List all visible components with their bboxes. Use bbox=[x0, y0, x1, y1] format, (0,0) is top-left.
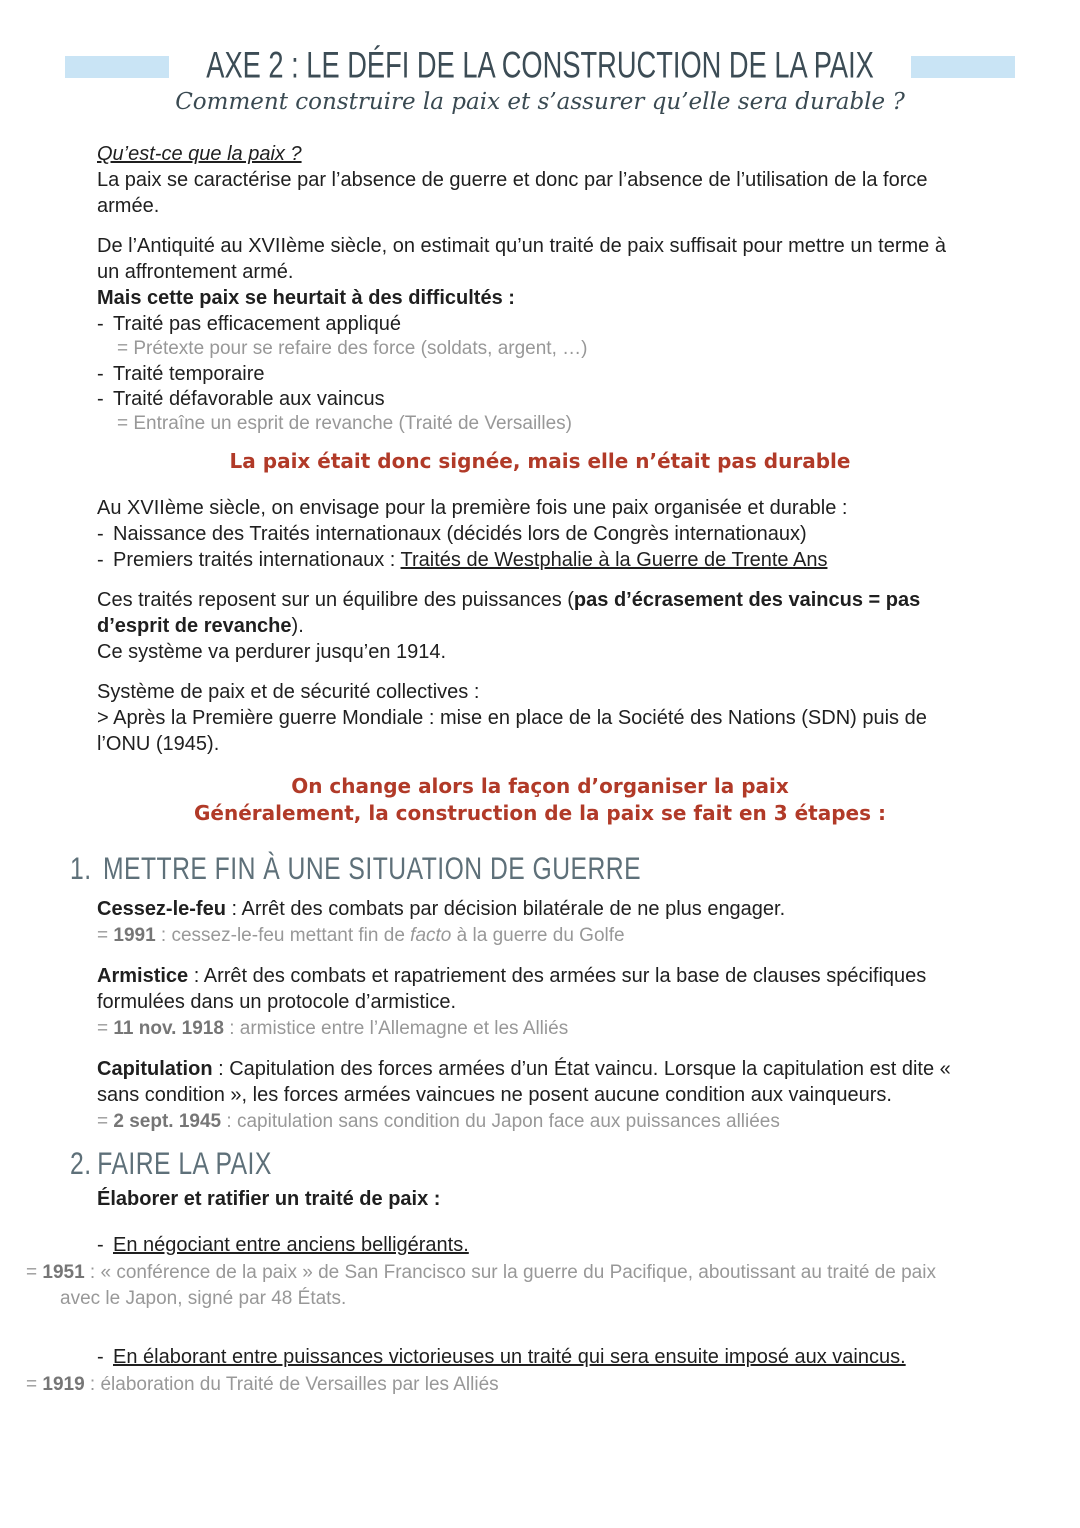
section-number: 1. bbox=[70, 849, 92, 887]
definition-line: Cessez-le-feu : Arrêt des combats par décision bilatérale de ne plus engager. bbox=[97, 898, 786, 920]
page-subtitle: Comment construire la paix et s’assurer qu’elle sera durable ? bbox=[175, 89, 905, 115]
paragraph: Au XVIIème siècle, on envisage pour la première fois une paix organisée et durable : bbox=[97, 497, 848, 519]
underlined-text: Traités de Westphalie à la Guerre de Trente Ans bbox=[400, 549, 828, 571]
page-title: AXE 2 : LE DÉFI DE LA CONSTRUCTION DE LA PAIX bbox=[206, 45, 874, 87]
paragraph: > Après la Première guerre Mondiale : mise en place de la Société des Nations (SDN) puis de l’ONU (1945). bbox=[97, 707, 927, 755]
section-title: METTRE FIN À UNE SITUATION DE GUERRE bbox=[102, 849, 642, 887]
paragraph: Système de paix et de sécurité collectives : bbox=[97, 681, 480, 703]
document-body bbox=[0, 141, 1080, 1398]
bullet-dash: - bbox=[97, 313, 104, 335]
bullet-dash: - bbox=[97, 549, 104, 571]
definition-cessez-le-feu bbox=[97, 896, 968, 948]
red-annotation-line: On change alors la façon d’organiser la paix bbox=[291, 774, 789, 798]
bullet-dash: - bbox=[97, 388, 104, 410]
example-line: = 11 nov. 1918 : armistice entre l’Allemagne et les Alliés bbox=[97, 1018, 569, 1039]
treaty-intro-heading: Élaborer et ratifier un traité de paix : bbox=[97, 1188, 441, 1210]
definition-armistice bbox=[97, 963, 968, 1041]
red-annotation bbox=[0, 773, 1080, 827]
intro-definition-paragraph bbox=[97, 141, 968, 219]
list-item-note: = Prétexte pour se refaire des force (soldats, argent, …) bbox=[117, 338, 588, 359]
example-line: = 1991 : cessez-le-feu mettant fin de facto à la guerre du Golfe bbox=[97, 925, 625, 946]
list-item bbox=[97, 362, 968, 386]
list-item bbox=[97, 1232, 968, 1258]
list-item-text: Traité pas efficacement appliqué bbox=[113, 313, 401, 335]
question-heading: Qu’est-ce que la paix ? bbox=[97, 143, 302, 165]
example-line: = 1919 : élaboration du Traité de Versailles par les Alliés bbox=[26, 1374, 499, 1395]
underlined-list-item-text: En élaborant entre puissances victorieuses un traité qui sera ensuite imposé aux vaincus. bbox=[113, 1346, 906, 1368]
bullet-dash: - bbox=[97, 363, 104, 385]
list-item bbox=[97, 521, 968, 547]
history-paragraph bbox=[97, 233, 968, 436]
difficulties-heading: Mais cette paix se heurtait à des difficultés : bbox=[97, 287, 515, 309]
paragraph: Ce système va perdurer jusqu’en 1914. bbox=[97, 641, 447, 663]
example-date: 11 nov. 1918 bbox=[113, 1018, 224, 1039]
list-item-text: Traité défavorable aux vaincus bbox=[113, 388, 385, 410]
example-date: 1991 bbox=[113, 925, 156, 946]
paragraph: La paix se caractérise par l’absence de guerre et donc par l’absence de l’utilisation de la force armée. bbox=[97, 169, 928, 217]
highlight-bar-left bbox=[65, 56, 169, 78]
italic-text: facto bbox=[410, 925, 452, 946]
example-date: 1951 bbox=[42, 1262, 85, 1283]
underlined-list-item-text: En négociant entre anciens belligérants. bbox=[113, 1234, 469, 1256]
example-date: 2 sept. 1945 bbox=[113, 1111, 222, 1132]
red-annotation: La paix était donc signée, mais elle n’était pas durable bbox=[229, 449, 851, 473]
list-item bbox=[97, 547, 968, 573]
treaty-balance-paragraph bbox=[97, 587, 968, 665]
list-item bbox=[97, 387, 968, 411]
section-number: 2. bbox=[70, 1144, 92, 1182]
section-heading-2 bbox=[70, 1144, 1030, 1182]
header bbox=[65, 45, 1015, 87]
bullet-dash: - bbox=[97, 523, 104, 545]
list-item-text: Traité temporaire bbox=[113, 363, 265, 385]
definition-line: Capitulation : Capitulation des forces armées d’un État vaincu. Lorsque la capitulation est dite « sans condition », les forces armées vaincues ne posent aucune condition aux vainqueurs. bbox=[97, 1058, 951, 1106]
definition-line: Armistice : Arrêt des combats et rapatriement des armées sur la base de clauses spécifiques formulées dans un protocole d’armistice. bbox=[97, 965, 927, 1013]
organized-peace-paragraph bbox=[97, 495, 968, 573]
list-item-text: Premiers traités internationaux : Traités de Westphalie à la Guerre de Trente Ans bbox=[113, 549, 828, 571]
bold-text: pas d’écrasement des vaincus = pas d’esprit de revanche bbox=[97, 589, 921, 637]
section-heading-1 bbox=[70, 849, 1030, 887]
list-item bbox=[97, 1344, 968, 1370]
example-date: 1919 bbox=[42, 1374, 85, 1395]
paragraph: Ces traités reposent sur un équilibre des puissances (pas d’écrasement des vaincus = pas d’esprit de revanche). bbox=[97, 589, 921, 637]
collective-security-paragraph bbox=[97, 679, 968, 757]
list-item bbox=[97, 312, 968, 336]
definition-term: Armistice bbox=[97, 965, 189, 987]
bullet-dash: - bbox=[97, 1234, 104, 1256]
section-title: FAIRE LA PAIX bbox=[97, 1144, 272, 1182]
red-annotation-line: Généralement, la construction de la paix se fait en 3 étapes : bbox=[194, 801, 886, 825]
highlight-bar-right bbox=[911, 56, 1015, 78]
definition-term: Capitulation bbox=[97, 1058, 213, 1080]
bullet-dash: - bbox=[97, 1346, 104, 1368]
list-item-note: = Entraîne un esprit de revanche (Traité de Versailles) bbox=[117, 413, 573, 434]
paragraph: De l’Antiquité au XVIIème siècle, on estimait qu’un traité de paix suffisait pour mettre un terme à un affrontement armé. bbox=[97, 235, 946, 283]
definition-term: Cessez-le-feu bbox=[97, 898, 226, 920]
list-item-text: Naissance des Traités internationaux (décidés lors de Congrès internationaux) bbox=[113, 523, 807, 545]
definition-capitulation bbox=[97, 1056, 968, 1134]
example-line: = 1951 : « conférence de la paix » de San Francisco sur la guerre du Pacifique, aboutissant au traité de paix avec le Japon, signé par 48 États. bbox=[26, 1262, 936, 1309]
example-line: = 2 sept. 1945 : capitulation sans condition du Japon face aux puissances alliées bbox=[97, 1111, 780, 1132]
